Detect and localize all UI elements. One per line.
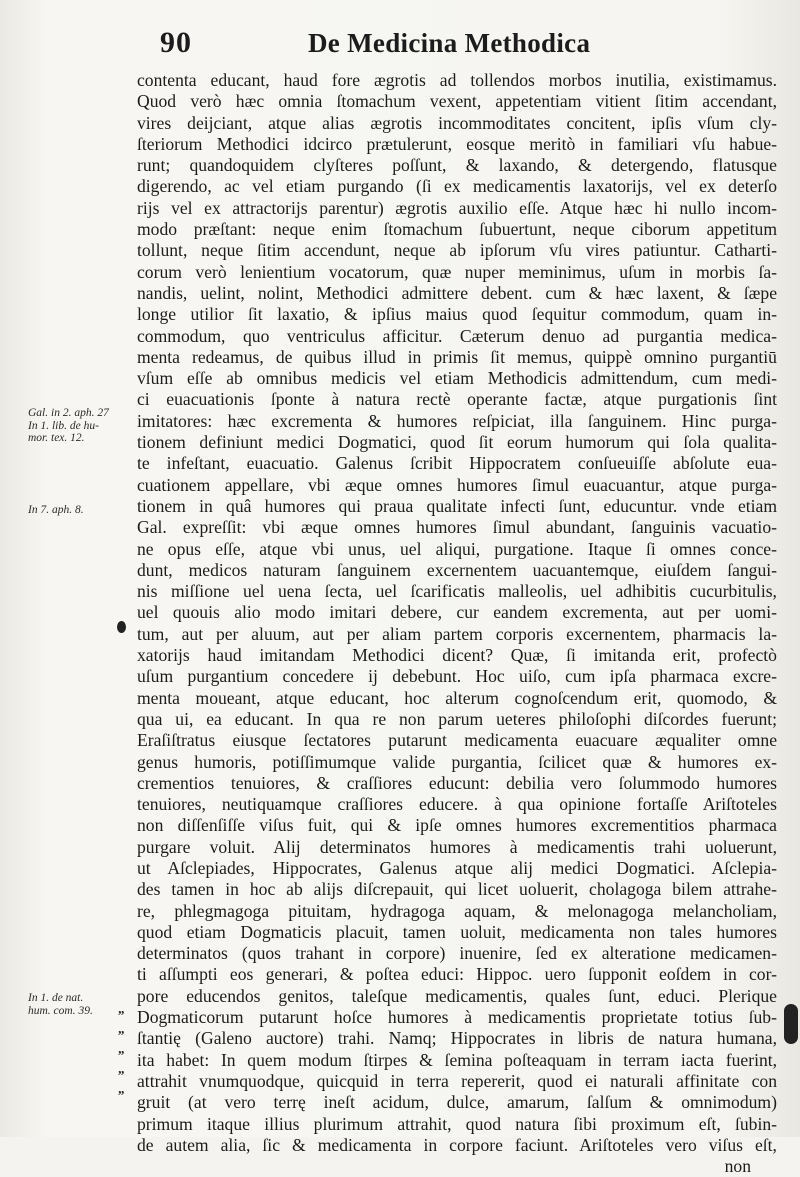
quote-mark: „ [118,1041,125,1056]
quote-mark: „ [118,1081,125,1096]
text-line: commodum, quo ventriculus afficitur. Cæterum denuo ad purgantia medica- [137,325,777,346]
text-line: ſteriorum Methodici idcirco prætulerunt, eosque meritò in familiari vſu habue- [137,133,777,154]
text-line: attrahit vnumquodque, quicquid in terra repererit, quod ei naturali affinitate con [137,1070,777,1091]
text-line: cuationem appellare, vbi æque omnes humores ſimul euacuantur, atque purga- [137,474,777,495]
text-line: nandis, uelint, nolint, Methodici admittere debent. cum & hæc laxent, & ſæpe [137,282,777,303]
text-line: determinatos (quos trahant in corpore) inuenire, ſed ex alteratione medicamen- [137,943,777,964]
text-line: menta moueant, atque educant, hoc alterum cognoſcendum erit, quomodo, & [137,687,777,708]
text-line: Dogmaticorum putarunt hoſce humores à medicamentis proprietate totius ſub- [137,1007,777,1028]
text-line: vſum eſſe ab omnibus medicis vel etiam Methodicis admittendum, cum medi- [137,368,777,389]
text-line: gruit (at vero terrę ineſt acidum, dulce, amarum, ſalſum & omnimodum) [137,1092,777,1113]
text-line: tollunt, neque ſitim accendunt, neque ab ipſorum vſu vires patiuntur. Catharti- [137,240,777,261]
text-line: corum verò lenientium vocatorum, quæ nuper meminimus, uſum in morbis ſa- [137,261,777,282]
margin-note-line: hum. com. 39. [28,1004,93,1017]
text-line: quod etiam Dogmaticis placuit, tamen uoluit, medicamenta non tales humores [137,921,777,942]
text-line: ne opus eſſe, atque vbi unus, uel aliqui, purgatione. Itaque ſi omnes conce- [137,538,777,559]
text-line: genus humoris, potiſſimumque valide purgantia, ſcilicet quæ & humores ex- [137,751,777,772]
margin-note-line: In 1. de nat. [28,992,84,1004]
text-line: uel quouis alio modo imitari debere, cur eandem excrementa, aut per uomi- [137,602,777,623]
text-line: tum, aut per aluum, aut per aliam partem corporis excernentem, pharmacis la- [137,623,777,644]
text-line: tionem in quâ humores qui praua qualitate infecti ſunt, educuntur. vnde etiam [137,495,777,516]
text-line: uſum purgantium concedere ij debebunt. Hoc uiſo, cum ipſa pharmaca excre- [137,666,777,687]
quote-mark: „ [118,1001,125,1016]
running-title: De Medicina Methodica [308,28,591,58]
text-line: xatorijs haud imitandam Methodici dicent? Quæ, ſi imitanda erit, profectò [137,645,777,666]
text-line: ti aſſumpti eos generari, & poſtea educi: Hippoc. uero ſupponit eoſdem in cor- [137,964,777,985]
text-line: ſtantię (Galeno auctore) trahi. Namq; Hippocrates in libris de natura humana, [137,1028,777,1049]
page-number: 90 [160,26,192,59]
text-line: des tamen in hoc ab alijs diſcrepauit, qui licet uoluerit, cholagoga bilem attrahe- [137,879,777,900]
text-line: rijs vel ex attractorijs parentur) ægrotis auxilio eſſe. Atque hæc hi nullo incom- [137,197,777,218]
ink-spot [784,1004,798,1044]
quote-mark: „ [118,1061,125,1076]
margin-note-de-natura-hominis [28,992,93,1017]
text-line: digerendo, ac vel etiam purgando (ſi ex medicamentis laxatorijs, vel ex deterſo [137,176,777,197]
text-line: Quod verò hæc omnia ſtomachum vexent, appetentiam vitient ſitim accendant, [137,91,777,112]
margin-note-line: In 7. aph. 8. [28,504,84,516]
text-line: tenuiores, neutiquamque craſſiores educere. à qua opinione fortaſſe Ariſtoteles [137,794,777,815]
text-line: Gal. expreſſit: vbi æque omnes humores ſimul abundant, ſanguinis vacuatio- [137,517,777,538]
text-line: tionem definiunt medici Dogmatici, quod ſit eorum humorum qui ſola qualita- [137,432,777,453]
quote-mark: „ [118,1021,125,1036]
text-line: ut Aſclepiades, Hippocrates, Galenus atque alij medici Dogmatici. Aſclepia- [137,857,777,878]
ink-spot [117,621,126,633]
margin-note-line: In 1. lib. de hu- [28,419,99,432]
text-line: crementios tenuiores, & craſſiores educunt: debilia vero ſolummodo humores [137,772,777,793]
text-line: menta redeamus, de quibus illud in primis ſit memus, quippè omnino purgantiū [137,346,777,367]
margin-note-galen-aphorisms [28,407,109,445]
text-line: modo præſtant: neque enim ſtomachum ſubuertunt, neque ciborum appetitum [137,219,777,240]
text-line: nis miſſione uel uena ſecta, uel ſcarificatis malleolis, uel adhibitis cucurbitulis, [137,581,777,602]
text-line: de autem alia, ſic & medicamenta in corpore faciunt. Ariſtoteles vero viſus eſt, [137,1134,777,1155]
text-line: te infeſtant, euacuatio. Galenus ſcribit Hippocratem conſueuiſſe abſolute eua- [137,453,777,474]
text-line: ci euacuationis ſponte à natura rectè operante factæ, atque purgationis ſint [137,389,777,410]
text-line: primum itaque illius plurimum attrahit, quod natura ſibi proximum eſt, ſubin- [137,1113,777,1134]
text-line: Eraſiſtratus eiusque ſectatores putarunt medicamenta euacuare æqualiter omne [137,730,777,751]
text-line: dunt, medicos naturam ſanguinem excernentem uacuantemque, eiuſdem ſangui- [137,559,777,580]
margin-note-line: Gal. in 2. aph. 27 [28,407,109,419]
body-text [137,70,777,1177]
margin-note-line: mor. tex. 12. [28,432,85,444]
text-line: runt; quandoquidem clyſteres poſſunt, & laxando, & detergendo, flatusque [137,155,777,176]
text-line: non diſſenſiſſe viſus fuit, qui & ipſe omnes humores excrementitios pharmaca [137,815,777,836]
text-line: non [724,1156,751,1177]
text-line: re, phlegmagoga pituitam, hydragoga aquam, & melonagoga melancholiam, [137,900,777,921]
text-line: vires deijciant, atque alias ægrotis incommoditates concitent, ipſis vſum cly- [137,112,777,133]
text-line: longe utilior ſit laxatio, & ipſius maius quod ſequitur commodum, quam in- [137,304,777,325]
running-head [0,26,800,66]
text-line: contenta educant, haud fore ægrotis ad tollendos morbos inutilia, existimamus. [137,70,777,90]
text-line: pore educendos genitos, taleſque medicamentis, quales ſunt, educi. Plerique [137,985,777,1006]
text-line: qua ui, ea educant. In qua re non parum ueteres philoſophi diſcordes fuerunt; [137,708,777,729]
text-line: ita habet: In quem modum ſtirpes & ſemina poſteaquam in terram iacta fuerint, [137,1049,777,1070]
text-line: imitatores: hæc excrementa & humores reſpiciat, illa ſanguinem. Hinc purga- [137,410,777,431]
quotation-marks [118,999,125,1099]
text-line: purgare voluit. Alij determinatos humores à medicamentis trahi uoluerunt, [137,836,777,857]
margin-note-aphorism-seven [28,504,84,517]
